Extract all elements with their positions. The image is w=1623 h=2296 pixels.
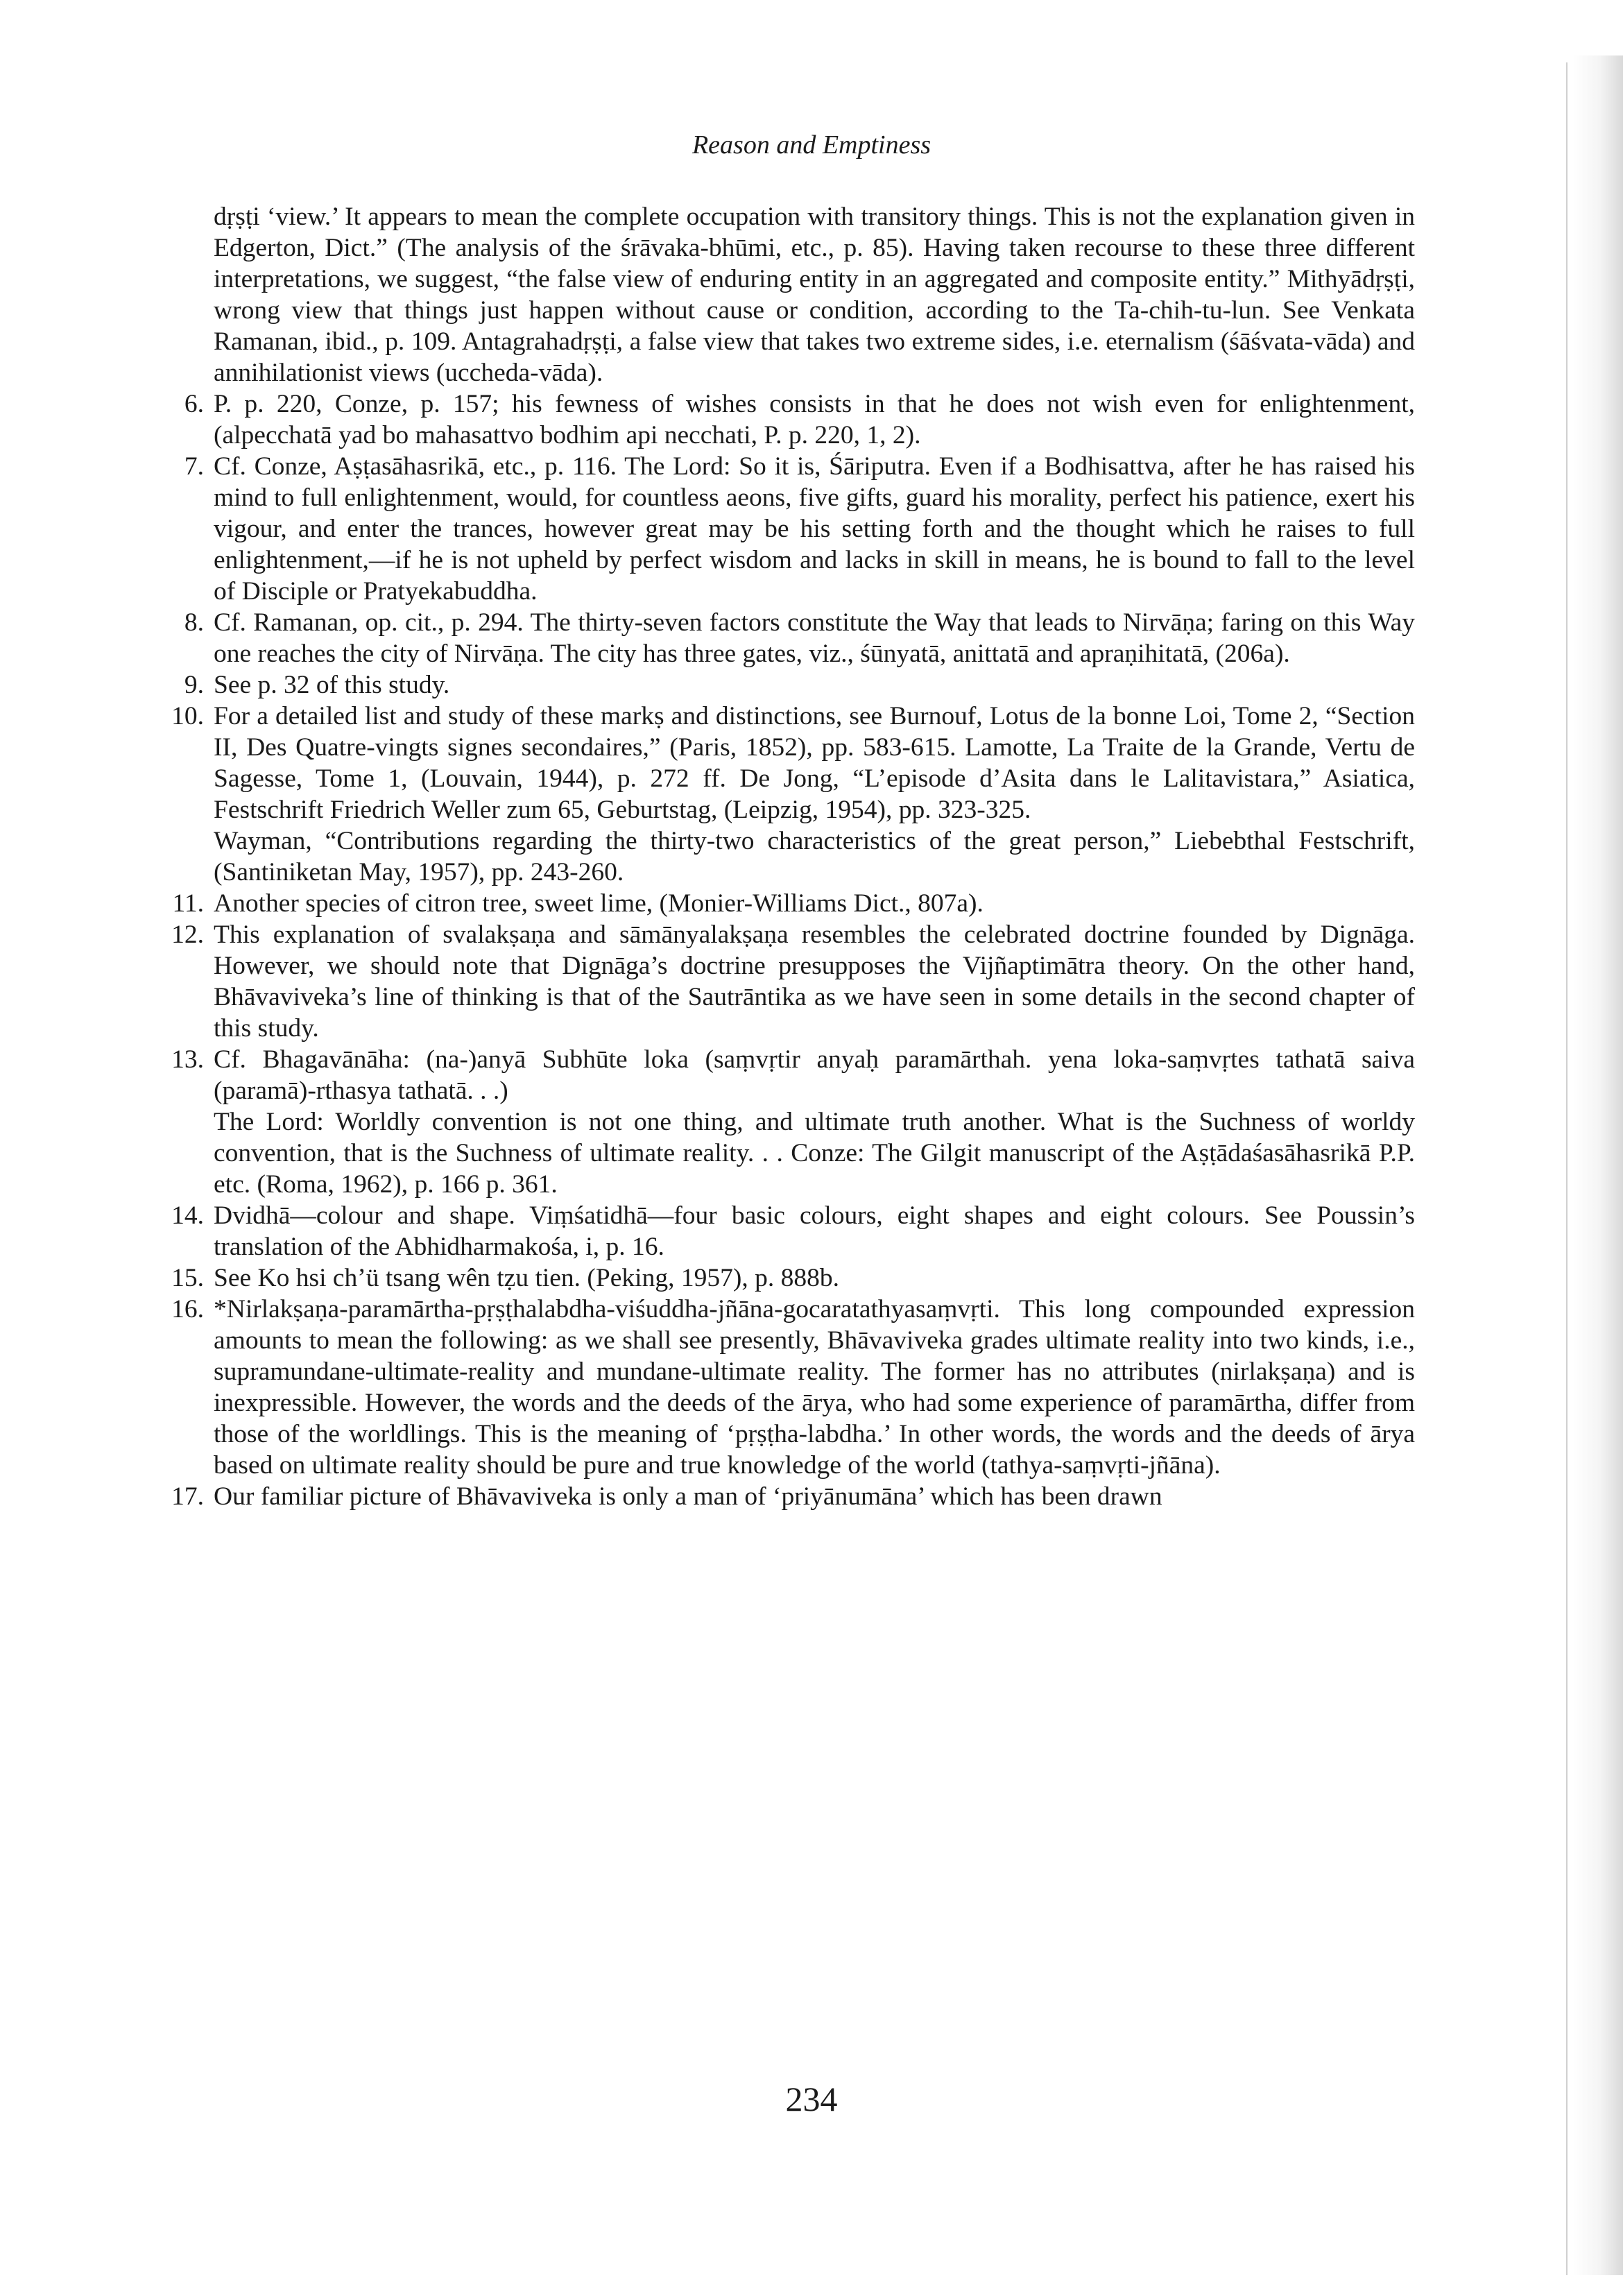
footnote-text: P. p. 220, Conze, p. 157; his fewness of wishes consists in that he does not wish even for enlightenment, (alpecchatā yad bo mahasattvo bodhim api necchati, P. p. 220, 1, 2). bbox=[214, 390, 1415, 449]
footnote-15 bbox=[171, 1262, 1415, 1294]
footnote-number: 17. bbox=[171, 1482, 204, 1511]
footnote-number: 12. bbox=[171, 920, 204, 949]
footnote-text: Cf. Bhagavānāha: (na-)anyā Subhūte loka (saṃvṛtir anyaḥ paramārthah. yena loka-saṃvṛtes tathatā saiva (paramā)-rthasya tathatā. . .) bbox=[214, 1045, 1415, 1105]
footnote-text: *Nirlakṣaṇa-paramārtha-pṛṣṭhalabdha-viśuddha-jñāna-gocaratathyasaṃvṛti. This long compounded expression amounts to mean the following: as we shall see presently, Bhāvaviveka grades ultimate reality into two kinds, i.e., supramundane-ultimate-reality and mundane-ultimate reality. The former has no attributes (nirlakṣaṇa) and is inexpressible. However, the words and the deeds of the ārya, who had some experience of paramārtha, differ from those of the worldlings. This is the meaning of ‘pṛṣṭha-labdha.’ In other words, the words and the deeds of ārya based on ultimate reality should be pure and true knowledge of the world (tathya-saṃvṛti-jñāna). bbox=[214, 1295, 1415, 1480]
continuation-paragraph: dṛṣṭi ‘view.’ It appears to mean the complete occupation with transitory things. This is not the explanation given in Edgerton, Dict.” (The analysis of the śrāvaka-bhūmi, etc., p. 85). Having taken recourse to these three different interpretations, we suggest, “the false view of enduring entity in an aggregated and composite entity.” Mithyādṛṣṭi, wrong view that things just happen without cause or condition, according to the Ta-chih-tu-lun. See Venkata Ramanan, ibid., p. 109. Antagrahadṛṣṭi, a false view that takes two extreme sides, i.e. eternalism (śāśvata-vāda) and annihilationist views (uccheda-vāda). bbox=[214, 203, 1415, 387]
footnotes-body bbox=[171, 201, 1415, 1512]
footnote-6 bbox=[184, 388, 1415, 451]
footnote-number: 7. bbox=[184, 452, 204, 481]
footnote-number: 9. bbox=[184, 671, 204, 699]
footnote-text: Our familiar picture of Bhāvaviveka is only a man of ‘priyānumāna’ which has been drawn bbox=[214, 1482, 1162, 1511]
footnote-text: For a detailed list and study of these markṣ and distinctions, see Burnouf, Lotus de la bonne Loi, Tome 2, “Section II, Des Quatre-vingts signes secondaires,” (Paris, 1852), pp. 583-615. Lamotte, La Traite de la Grande, Vertu de Sagesse, Tome 1, (Louvain, 1944), p. 272 ff. De Jong, “L’episode d’Asita dans le Lalitavistara,” Asiatica, Festschrift Friedrich Weller zum 65, Geburtstag, (Leipzig, 1954), pp. 323-325. bbox=[214, 702, 1415, 824]
footnote-text: Cf. Ramanan, op. cit., p. 294. The thirty-seven factors constitute the Way that leads to Nirvāṇa; faring on this Way one reaches the city of Nirvāṇa. The city has three gates, viz., śūnyatā, anittatā and apraṇihitatā, (206a). bbox=[214, 608, 1415, 668]
scan-margin-line bbox=[1566, 62, 1568, 2275]
footnote-13 bbox=[171, 1044, 1415, 1200]
footnote-7 bbox=[184, 451, 1415, 607]
footnote-text-continued: Wayman, “Contributions regarding the thirty-two characteristics of the great person,” Liebebthal Festschrift, (Santiniketan May, 1957), pp. 243-260. bbox=[214, 827, 1415, 886]
footnote-text: See Ko hsi ch’ü tsang wên tẓu tien. (Peking, 1957), p. 888b. bbox=[214, 1264, 839, 1292]
footnote-12 bbox=[171, 919, 1415, 1044]
footnote-text-continued: The Lord: Worldly convention is not one thing, and ultimate truth another. What is the Suchness of worldy convention, that is the Suchness of ultimate reality. . . Conze: The Gilgit manuscript of the Aṣṭādaśasāhasrikā P.P. etc. (Roma, 1962), p. 166 p. 361. bbox=[214, 1108, 1415, 1199]
footnote-number: 10. bbox=[171, 702, 204, 730]
footnote-text: See p. 32 of this study. bbox=[214, 671, 450, 699]
scan-shadow-edge bbox=[1573, 55, 1623, 2275]
running-head-title: Reason and Emptiness bbox=[692, 130, 931, 160]
footnote-text: Dvidhā—colour and shape. Viṃśatidhā—four basic colours, eight shapes and eight colours. See Poussin’s translation of the Abhidharmakośa, i, p. 16. bbox=[214, 1201, 1415, 1261]
footnote-16 bbox=[171, 1294, 1415, 1481]
footnote-number: 13. bbox=[171, 1045, 204, 1074]
footnote-number: 15. bbox=[171, 1264, 204, 1292]
footnote-number: 11. bbox=[172, 889, 204, 918]
footnote-text: Cf. Conze, Aṣṭasāhasrikā, etc., p. 116. The Lord: So it is, Śāriputra. Even if a Bodhisattva, after he has raised his mind to full enlightenment, would, for countless aeons, five gifts, guard his morality, perfect his patience, exert his vigour, and enter the trances, however great may be his setting forth and the thought which he raises to full enlightenment,—if he is not upheld by perfect wisdom and lacks in skill in means, he is bound to fall to the level of Disciple or Pratyekabuddha. bbox=[214, 452, 1415, 606]
footnote-8 bbox=[184, 607, 1415, 669]
footnote-number: 8. bbox=[184, 608, 204, 637]
footnote-number: 6. bbox=[184, 390, 204, 418]
footnote-number: 16. bbox=[171, 1295, 204, 1323]
footnote-number: 14. bbox=[171, 1201, 204, 1230]
footnote-10 bbox=[171, 701, 1415, 888]
footnote-9 bbox=[184, 669, 1415, 701]
footnote-14 bbox=[171, 1200, 1415, 1262]
footnote-11 bbox=[172, 888, 1415, 919]
footnote-text: This explanation of svalakṣaṇa and sāmānyalakṣaṇa resembles the celebrated doctrine founded by Dignāga. However, we should note that Dignāga’s doctrine presupposes the Vijñaptimātra theory. On the other hand, Bhāvaviveka’s line of thinking is that of the Sautrāntika as we have seen in some details in the second chapter of this study. bbox=[214, 920, 1415, 1043]
footnote-17 bbox=[171, 1481, 1415, 1512]
page-number: 234 bbox=[785, 2080, 838, 2118]
footnote-text: Another species of citron tree, sweet lime, (Monier-Williams Dict., 807a). bbox=[214, 889, 984, 918]
